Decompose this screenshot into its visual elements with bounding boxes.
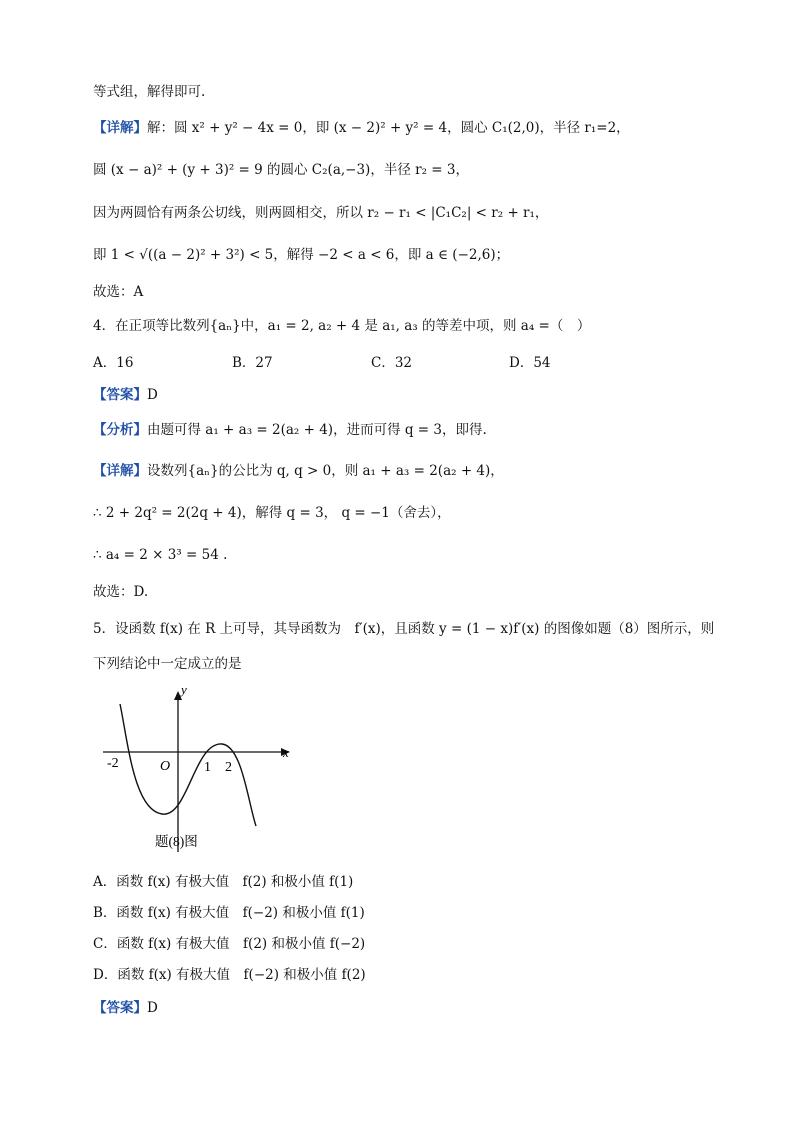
line-text: D (147, 1000, 158, 1016)
text-line (93, 282, 143, 302)
text-line (93, 82, 205, 102)
line-text: ∴ a₄ = 2 × 3³ = 54 . (93, 547, 228, 563)
question-4-stem (93, 316, 590, 336)
analysis-line (93, 420, 487, 440)
option-a (93, 872, 353, 892)
line-text: 4．在正项等比数列{aₙ}中，a₁ = 2, a₂ + 4 是 a₁, a₃ 的等差中项，则 a₄ =（ ） (93, 318, 591, 334)
answer-line (93, 998, 158, 1018)
line-text: D．函数 f(x) 有极大值 f(−2) 和极小值 f(2) (93, 967, 366, 983)
line-text: B．函数 f(x) 有极大值 f(−2) 和极小值 f(1) (93, 905, 365, 921)
section-tag: 【答案】 (93, 1000, 147, 1016)
option-d (93, 965, 366, 985)
line-text: 即 1 < √((a − 2)² + 3²) < 5，解得 −2 < a < 6，即 a ∈ (−2,6)； (93, 247, 510, 263)
line-text: 故选：A (93, 284, 144, 300)
curve (120, 704, 256, 826)
line-text: 由题可得 a₁ + a₃ = 2(a₂ + 4)，进而可得 q = 3，即得. (147, 422, 487, 438)
text-line (93, 245, 509, 265)
tick-label-neg2: -2 (107, 756, 119, 771)
section-tag: 【答案】 (93, 387, 147, 403)
line-text: C．函数 f(x) 有极大值 f(2) 和极小值 f(−2) (93, 936, 366, 952)
figure-caption: 题(8)图 (155, 834, 198, 849)
line-text: 设数列{aₙ}的公比为 q, q > 0，则 a₁ + a₃ = 2(a₂ + 4)， (147, 463, 504, 479)
text-line (93, 118, 630, 138)
question-5-stem (93, 619, 714, 639)
line-text: ∴ 2 + 2q² = 2(2q + 4)，解得 q = 3， q = −1（舍去）， (93, 505, 451, 521)
option-b (93, 903, 365, 923)
answer-line (93, 385, 158, 405)
text-line (93, 503, 451, 523)
section-tag: 【详解】 (93, 463, 147, 479)
line-text: 因为两圆恰有两条公切线，则两圆相交，所以 r₂ − r₁ < |C₁C₂| < r₂ + r₁， (93, 205, 549, 221)
line-text: 等式组，解得即可. (93, 84, 206, 100)
tick-label-1: 1 (204, 760, 211, 775)
line-text: 解：圆 x² + y² − 4x = 0，即 (x − 2)² + y² = 4，圆心 C₁(2,0)，半径 r₁=2， (147, 120, 630, 136)
origin-label: O (160, 759, 171, 774)
q4-option-d: D．54 (509, 355, 551, 371)
line-text: 5．设函数 f(x) 在 R 上可导，其导函数为 f′(x)，且函数 y = (1 − x)f′(x) 的图像如题（8）图所示，则 (93, 621, 715, 637)
line-text: D (147, 387, 158, 403)
text-line (93, 545, 227, 565)
text-line (93, 582, 148, 602)
text-line (93, 654, 242, 674)
q4-option-c: C．32 (371, 355, 413, 371)
q4-option-b: B．27 (232, 355, 273, 371)
option-c (93, 934, 365, 954)
line-text: 故选：D. (93, 584, 149, 600)
y-axis-label: y (181, 682, 187, 697)
line-text: A．函数 f(x) 有极大值 f(2) 和极小值 f(1) (93, 874, 354, 890)
section-tag: 【详解】 (93, 120, 147, 136)
section-tag: 【分析】 (93, 422, 147, 438)
detail-line (93, 461, 504, 481)
line-text: 圆 (x − a)² + (y + 3)² = 9 的圆心 C₂(a,−3)，半径 r₂ = 3， (93, 162, 469, 178)
line-text: 下列结论中一定成立的是 (93, 656, 242, 672)
function-graph (100, 682, 300, 857)
tick-label-2: 2 (225, 760, 232, 775)
q4-option-a: A．16 (93, 355, 134, 371)
x-axis-label: x (283, 745, 289, 760)
text-line (93, 203, 548, 223)
text-line (93, 160, 469, 180)
